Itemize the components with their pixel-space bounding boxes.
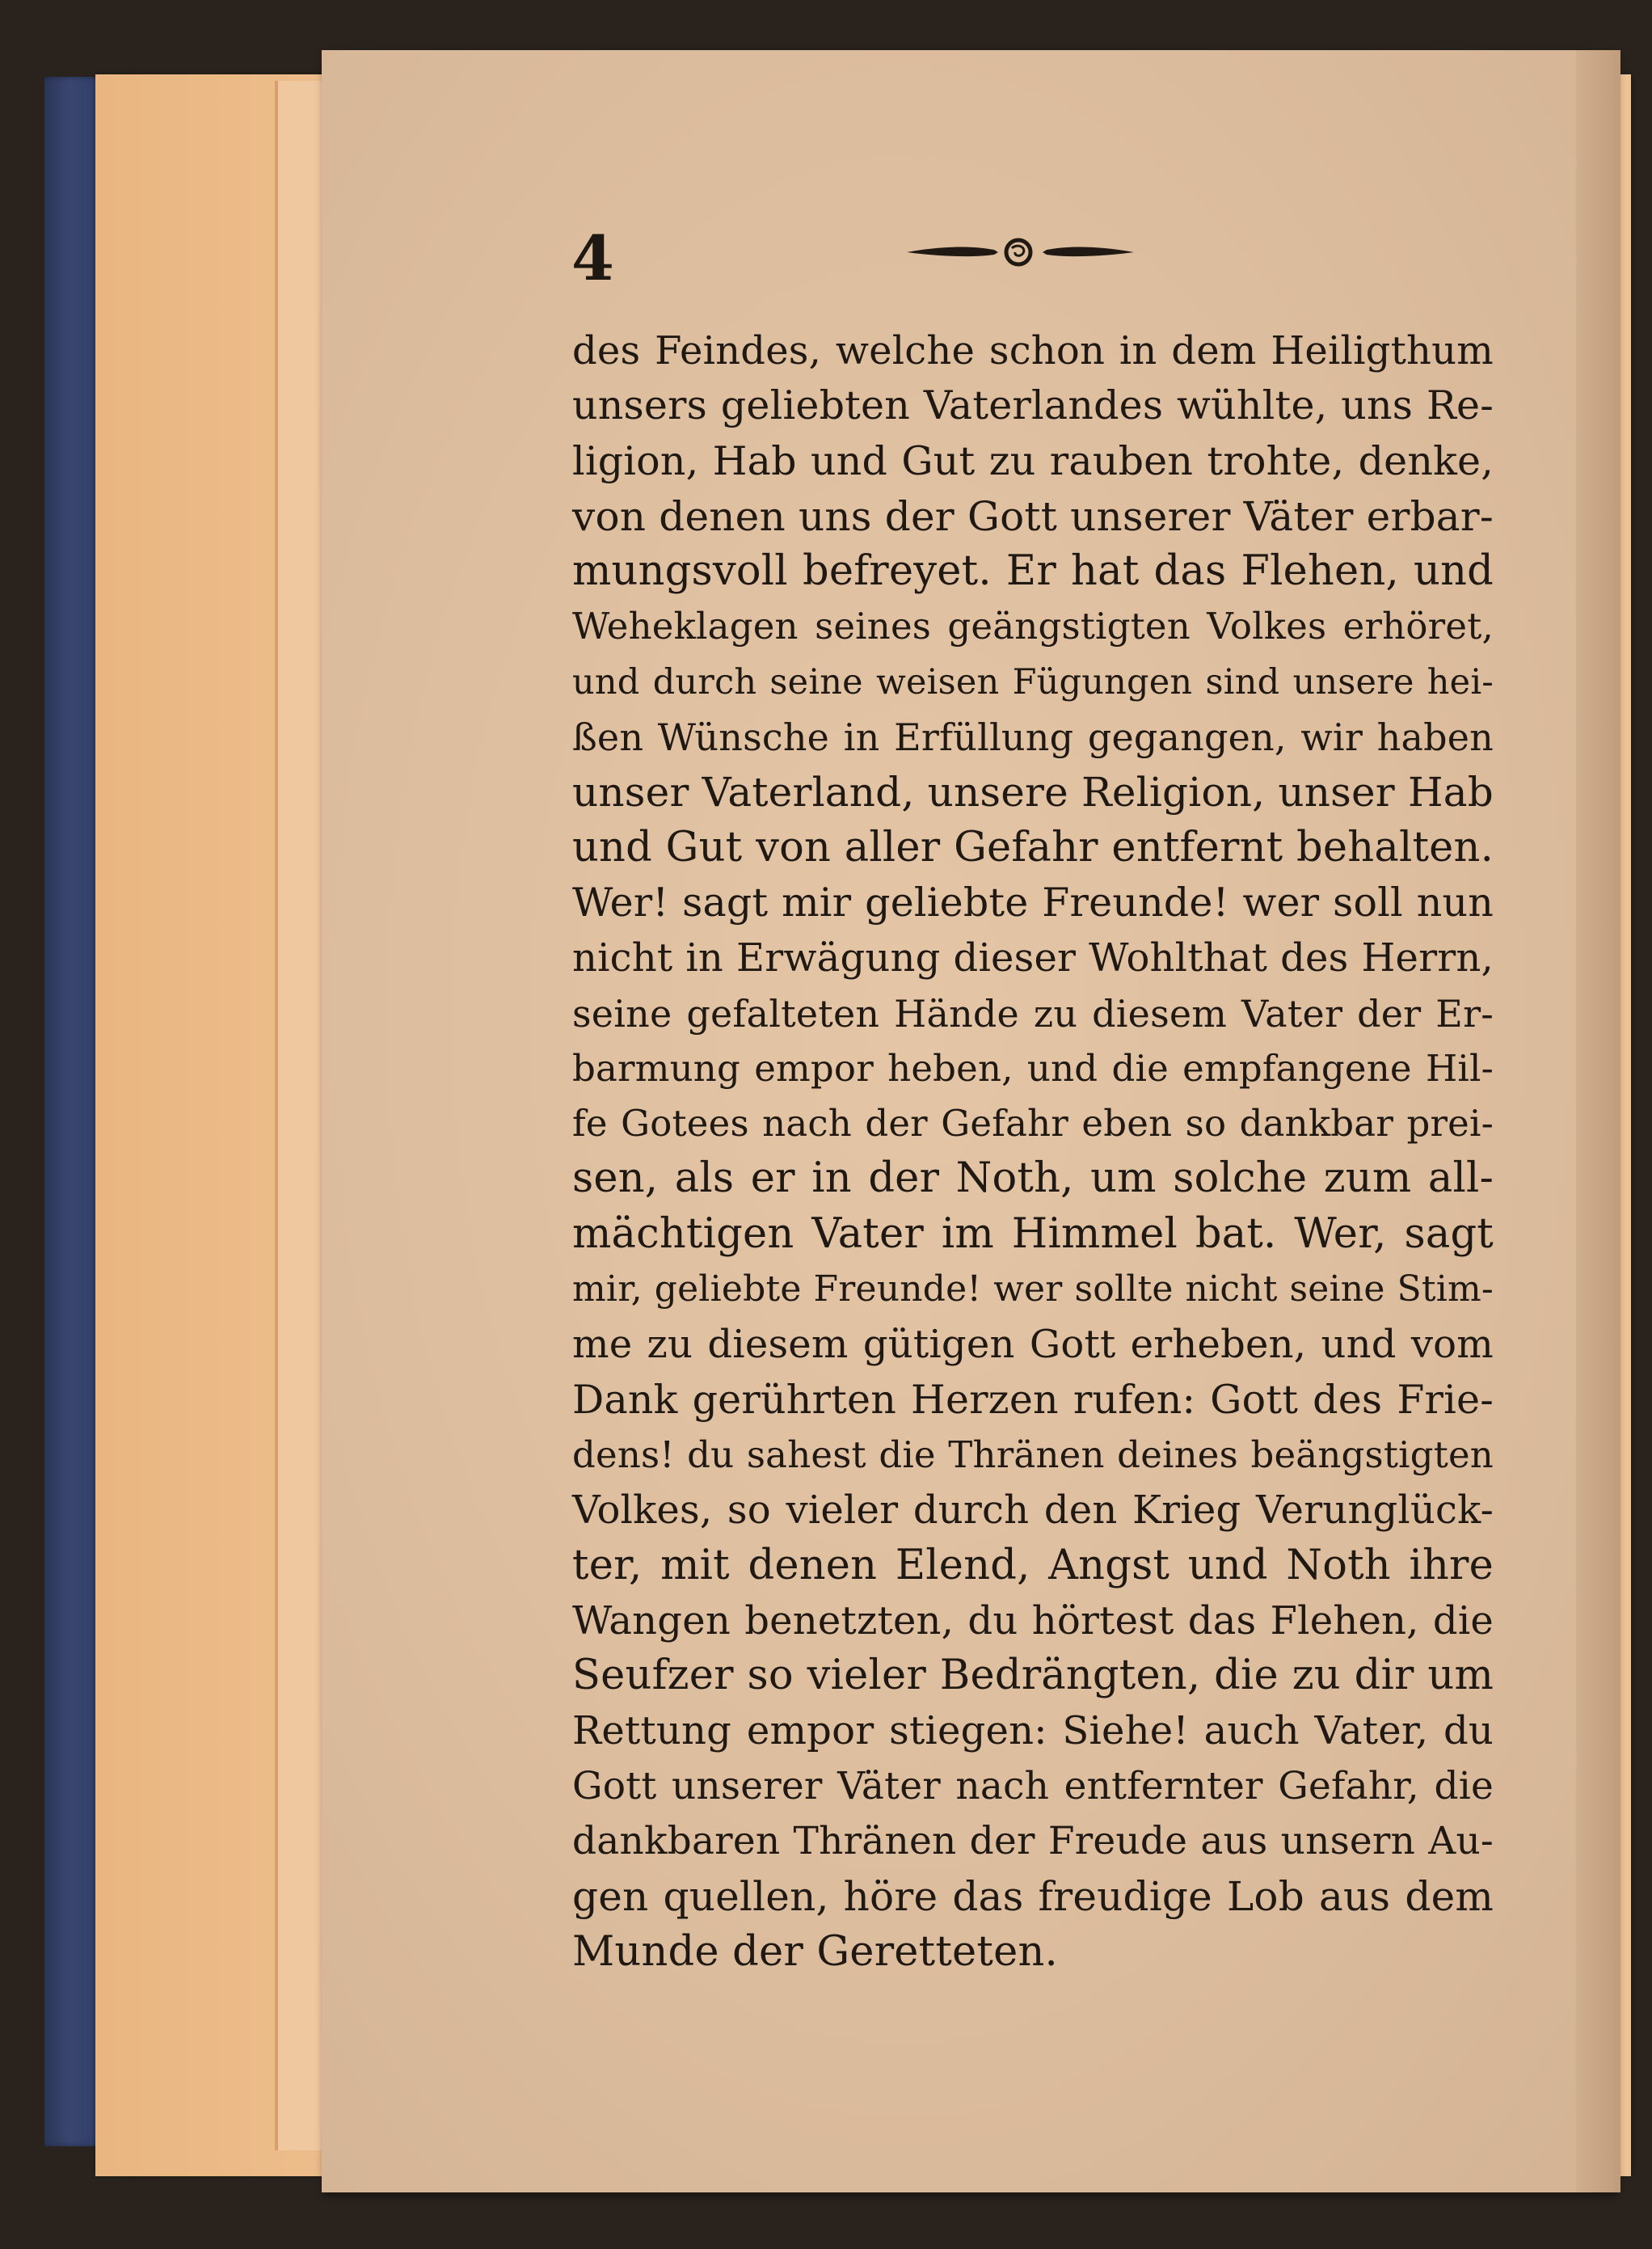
text-line: ßen Wünsche in Erfüllung gegangen, wir haben <box>572 715 1494 760</box>
ornament-divider-icon <box>905 230 1136 271</box>
text-line: nicht in Erwägung dieser Wohlthat des Herrn, <box>572 935 1494 981</box>
text-line: Munde der Geretteten. <box>572 1927 1058 1976</box>
text-line: ter, mit denen Elend, Angst und Noth ihre <box>572 1541 1494 1589</box>
text-line: barmung empor heben, und die empfangene Hil- <box>572 1046 1494 1090</box>
text-line: Rettung empor stiegen: Siehe! auch Vater, du <box>572 1708 1494 1754</box>
page-number: 4 <box>571 222 614 294</box>
text-line: gen quellen, höre das freudige Lob aus dem <box>572 1873 1494 1921</box>
page-edge-shadow <box>1576 50 1620 2192</box>
text-line: ligion, Hab und Gut zu rauben trohte, denke, <box>572 437 1494 484</box>
text-line: unsers geliebten Vaterlandes wühlte, uns Re- <box>572 382 1494 429</box>
text-line: mungsvoll befreyet. Er hat das Flehen, und <box>572 547 1494 596</box>
text-line: Volkes, so vieler durch den Krieg Verunglück- <box>572 1487 1494 1534</box>
text-line: mächtigen Vater im Himmel bat. Wer, sagt <box>572 1209 1494 1258</box>
text-line: Wer! sagt mir geliebte Freunde! wer soll nun <box>572 879 1494 926</box>
body-text <box>572 323 1494 1980</box>
text-line: dens! du sahest die Thränen deines beängstigten <box>572 1433 1494 1476</box>
text-line: seine gefalteten Hände zu diesem Vater der Er- <box>572 991 1494 1036</box>
text-line: dankbaren Thränen der Freude aus unsern Au- <box>572 1819 1494 1864</box>
text-line: unser Vaterland, unsere Religion, unser Hab <box>572 769 1494 816</box>
text-line: Seufzer so vieler Bedrängten, die zu dir um <box>572 1652 1494 1700</box>
text-line: mir, geliebte Freunde! wer sollte nicht seine Stim- <box>572 1268 1494 1310</box>
text-line: von denen uns der Gott unserer Väter erbar- <box>572 492 1494 540</box>
text-line: und Gut von aller Gefahr entfernt behalten. <box>572 823 1494 871</box>
text-line: me zu diesem gütigen Gott erheben, und vom <box>572 1322 1494 1368</box>
text-line: sen, als er in der Noth, um solche zum all- <box>572 1154 1494 1203</box>
text-line: Gott unserer Väter nach entfernter Gefahr, die <box>572 1763 1494 1808</box>
text-line: Weheklagen seines geängstigten Volkes erhöret, <box>572 605 1494 648</box>
text-line: Dank gerührten Herzen rufen: Gott des Frie- <box>572 1376 1494 1423</box>
text-line: und durch seine weisen Fügungen sind unsere hei- <box>572 661 1494 703</box>
text-line: fe Gotees nach der Gefahr eben so dankbar prei- <box>572 1102 1494 1146</box>
text-line: Wangen benetzten, du hörtest das Flehen, die <box>572 1597 1494 1644</box>
text-line: des Feindes, welche schon in dem Heiligthum <box>572 328 1494 373</box>
